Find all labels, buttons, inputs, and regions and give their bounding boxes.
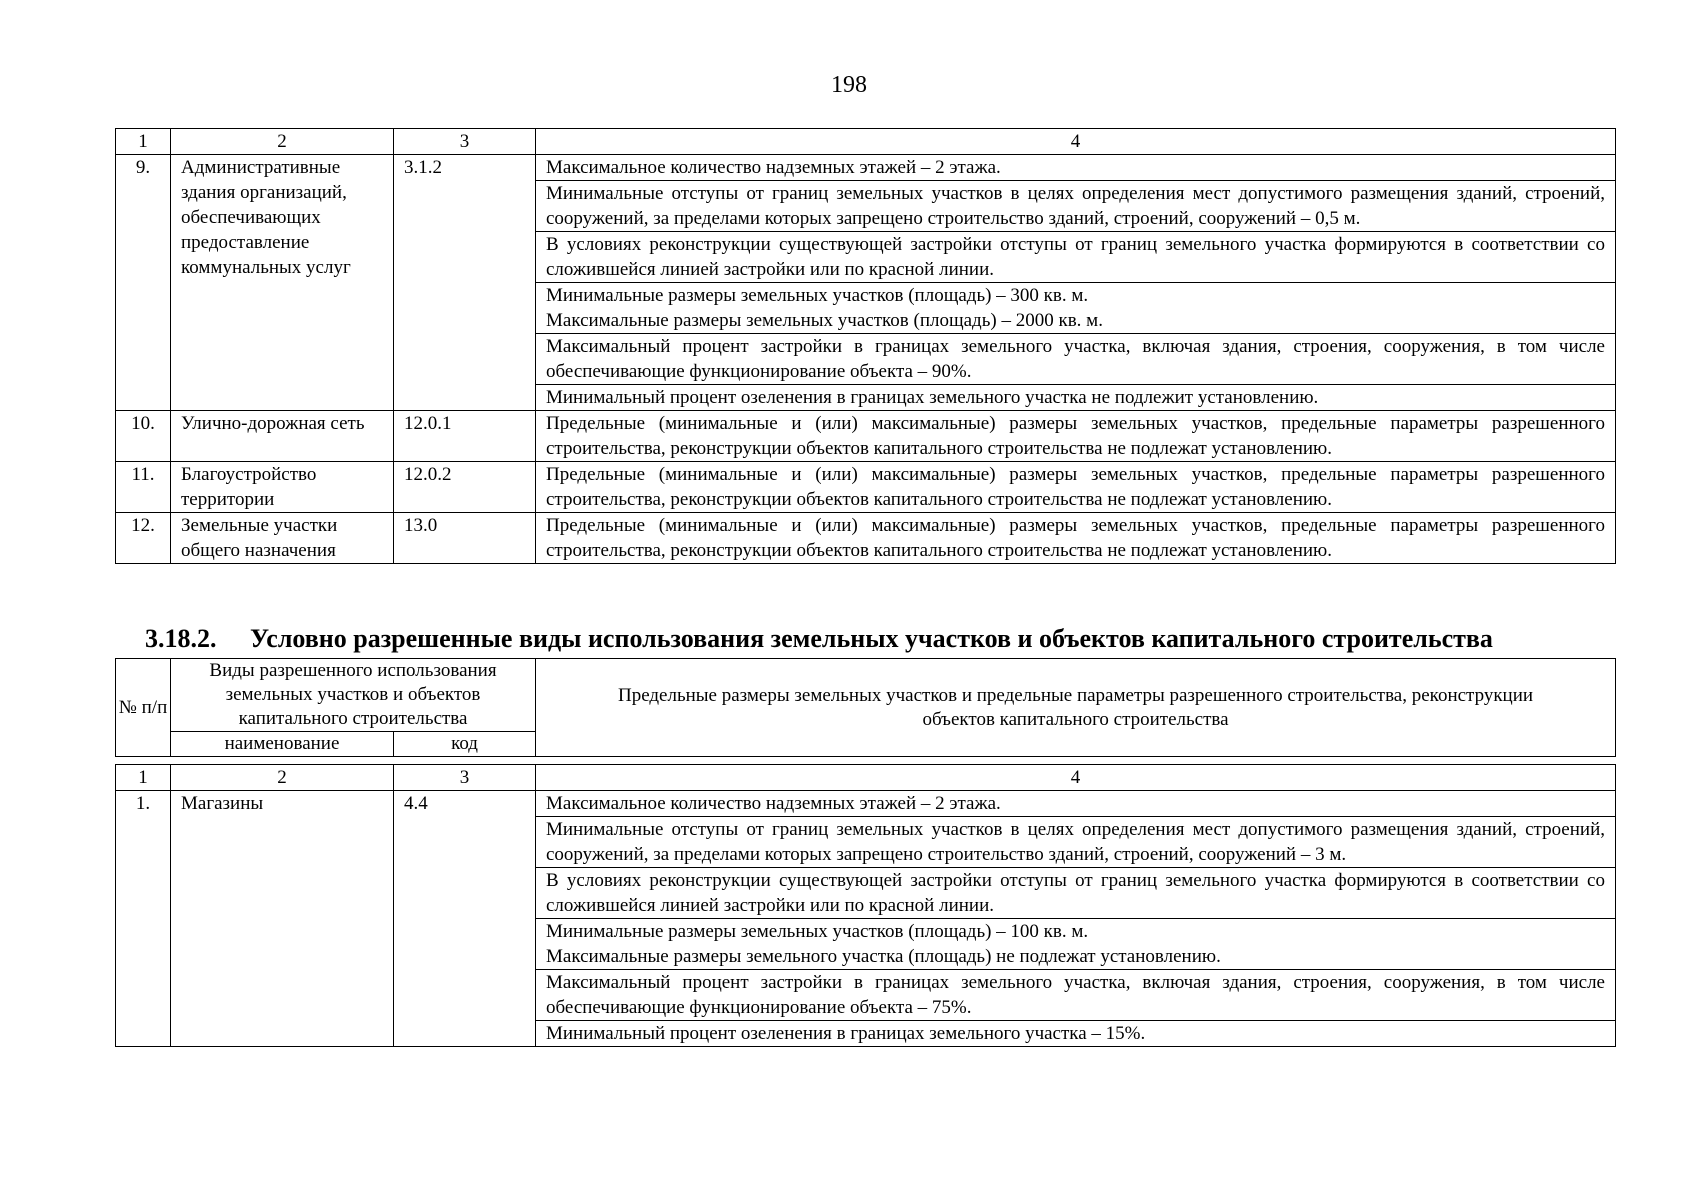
parameter-cell: В условиях реконструкции существующей застройки отступы от границ земельного участка формируются в соответствии со сложившейся линией застройки или по красной линии. bbox=[536, 868, 1616, 919]
use-name: Земельные участки общего назначения bbox=[171, 513, 394, 564]
use-name: Магазины bbox=[171, 791, 394, 1047]
header-code: код bbox=[394, 732, 536, 757]
table-row bbox=[116, 462, 1616, 513]
parameter-cell: Минимальный процент озеленения в границах земельного участка – 15%. bbox=[536, 1021, 1616, 1047]
column-number: 1 bbox=[116, 129, 171, 155]
column-number: 1 bbox=[116, 765, 171, 791]
column-number: 4 bbox=[536, 129, 1616, 155]
parameter-cell: В условиях реконструкции существующей застройки отступы от границ земельного участка формируются в соответствии со сложившейся линией застройки или по красной линии. bbox=[536, 232, 1616, 283]
regulations-table-main bbox=[115, 128, 1616, 564]
header-limits: Предельные размеры земельных участков и предельные параметры разрешенного строительства, реконструкции объектов капитального строительства bbox=[536, 659, 1616, 757]
table-row bbox=[116, 513, 1616, 564]
conditional-uses-table bbox=[115, 764, 1616, 1047]
column-number: 3 bbox=[394, 129, 536, 155]
page-number: 198 bbox=[831, 72, 867, 98]
use-code: 12.0.1 bbox=[394, 411, 536, 462]
parameter-cell: Предельные (минимальные и (или) максимальные) размеры земельных участков, предельные параметры разрешенного строительства, реконструкции объектов капитального строительства не подлежат установлению. bbox=[536, 411, 1616, 462]
section-number: 3.18.2. bbox=[145, 624, 217, 653]
parameter-cell: Предельные (минимальные и (или) максимальные) размеры земельных участков, предельные параметры разрешенного строительства, реконструкции объектов капитального строительства не подлежат установлению. bbox=[536, 462, 1616, 513]
table-row bbox=[116, 791, 1616, 817]
parameter-cell: Максимальное количество надземных этажей – 2 этажа. bbox=[536, 155, 1616, 181]
parameter-cell: Максимальные размеры земельного участка (площадь) не подлежат установлению. bbox=[536, 944, 1616, 970]
header-name: наименование bbox=[171, 732, 394, 757]
row-number: 11. bbox=[116, 462, 171, 513]
row-number: 10. bbox=[116, 411, 171, 462]
use-code: 13.0 bbox=[394, 513, 536, 564]
parameter-cell: Максимальные размеры земельных участков (площадь) – 2000 кв. м. bbox=[536, 308, 1616, 334]
table-row bbox=[116, 411, 1616, 462]
section-heading bbox=[145, 624, 1615, 654]
header-kinds: Виды разрешенного использования земельных участков и объектов капитального строительства bbox=[171, 659, 536, 732]
use-name: Административные здания организаций, обеспечивающих предоставление коммунальных услуг bbox=[171, 155, 394, 411]
use-code: 3.1.2 bbox=[394, 155, 536, 411]
section-title: Условно разрешенные виды использования земельных участков и объектов капитального строительства bbox=[250, 624, 1493, 653]
column-number: 3 bbox=[394, 765, 536, 791]
column-number-row bbox=[116, 765, 1616, 791]
parameter-cell: Максимальный процент застройки в границах земельного участка, включая здания, строения, сооружения, в том числе обеспечивающие функционирование объекта – 75%. bbox=[536, 970, 1616, 1021]
row-number: 1. bbox=[116, 791, 171, 1047]
parameter-cell: Максимальный процент застройки в границах земельного участка, включая здания, строения, сооружения, в том числе обеспечивающие функционирование объекта – 90%. bbox=[536, 334, 1616, 385]
conditional-uses-header-table bbox=[115, 658, 1616, 757]
column-number: 2 bbox=[171, 129, 394, 155]
parameter-cell: Предельные (минимальные и (или) максимальные) размеры земельных участков, предельные параметры разрешенного строительства, реконструкции объектов капитального строительства не подлежат установлению. bbox=[536, 513, 1616, 564]
use-name: Благоустройство территории bbox=[171, 462, 394, 513]
use-name: Улично-дорожная сеть bbox=[171, 411, 394, 462]
header-number: № п/п bbox=[116, 659, 171, 757]
use-code: 12.0.2 bbox=[394, 462, 536, 513]
parameter-cell: Максимальное количество надземных этажей – 2 этажа. bbox=[536, 791, 1616, 817]
row-number: 12. bbox=[116, 513, 171, 564]
use-code: 4.4 bbox=[394, 791, 536, 1047]
parameter-cell: Минимальные размеры земельных участков (площадь) – 300 кв. м. bbox=[536, 283, 1616, 309]
table-row bbox=[116, 155, 1616, 181]
parameter-cell: Минимальный процент озеленения в границах земельного участка не подлежит установлению. bbox=[536, 385, 1616, 411]
column-number-row bbox=[116, 129, 1616, 155]
parameter-cell: Минимальные отступы от границ земельных участков в целях определения мест допустимого размещения зданий, строений, сооружений, за пределами которых запрещено строительство зданий, строений, сооружений – 3 м. bbox=[536, 817, 1616, 868]
column-number: 4 bbox=[536, 765, 1616, 791]
column-number: 2 bbox=[171, 765, 394, 791]
row-number: 9. bbox=[116, 155, 171, 411]
parameter-cell: Минимальные размеры земельных участков (площадь) – 100 кв. м. bbox=[536, 919, 1616, 945]
parameter-cell: Минимальные отступы от границ земельных участков в целях определения мест допустимого размещения зданий, строений, сооружений, за пределами которых запрещено строительство зданий, строений, сооружений – 0,5 м. bbox=[536, 181, 1616, 232]
